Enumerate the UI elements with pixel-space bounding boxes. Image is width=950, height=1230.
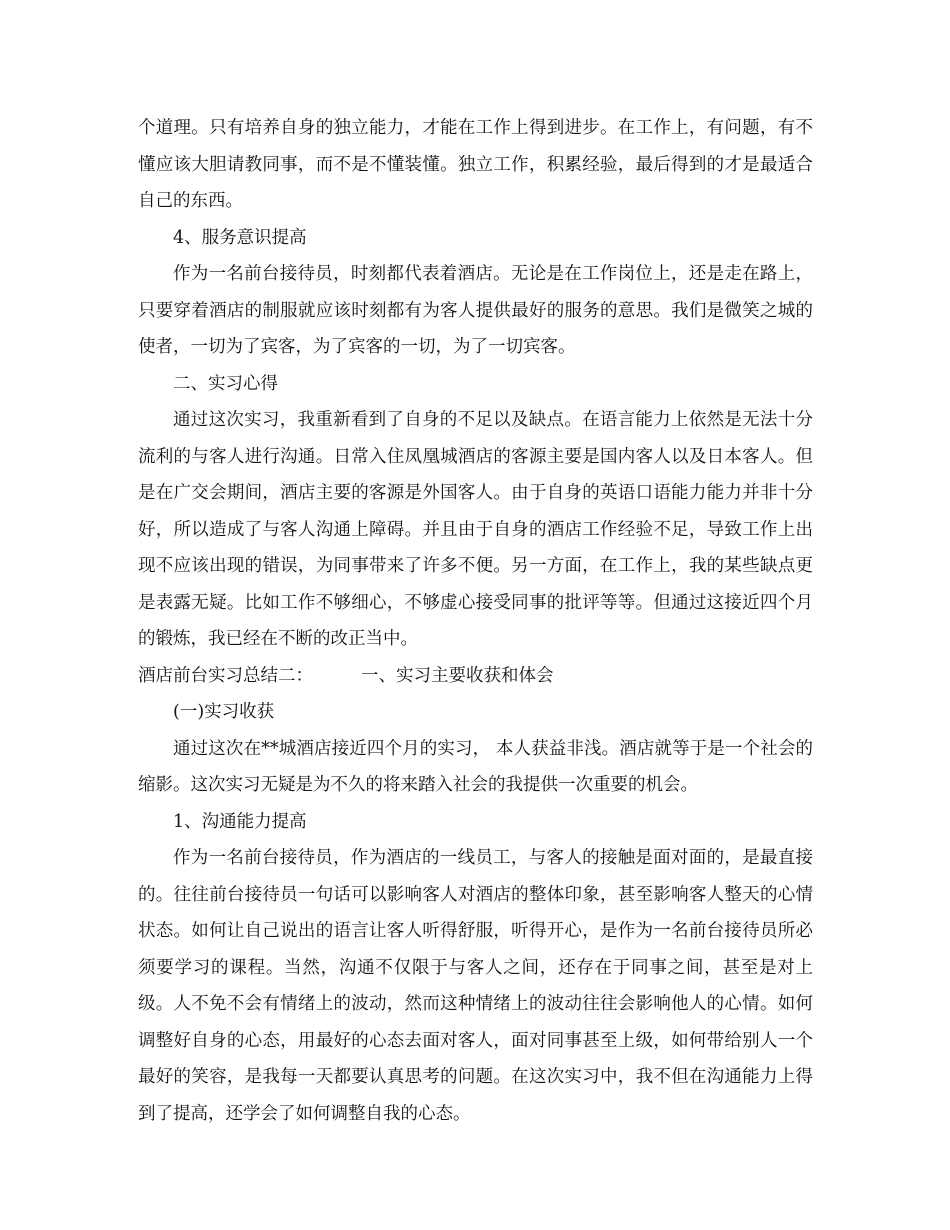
paragraph-internship-reflections: 通过这次实习，我重新看到了自身的不足以及缺点。在语言能力上依然是无法十分流利的与客人进行沟通。日常入住凤凰城酒店的客源主要是国内客人以及日本客人。但是在广交会期间，酒店主要的客源是外国客人。由于自身的英语口语能力能力并非十分好，所以造成了与客人沟通上障碍。并且由于自身的酒店工作经验不足，导致工作上出现不应该出现的错误，为同事带来了许多不便。另一方面，在工作上，我的某些缺点更是表露无疑。比如工作不够细心，不够虚心接受同事的批评等等。但通过这接近四个月的锻炼，我已经在不断的改正当中。: [138, 410, 813, 649]
document-title-line: [138, 658, 813, 695]
subsection-heading-internship-gains: (一)实习收获: [173, 702, 275, 722]
section-heading-service-awareness: 4、服务意识提高: [173, 227, 307, 248]
section-heading-internship-reflections: 二、实习心得: [173, 373, 278, 394]
section-heading-main-gains: 一、实习主要收获和体会: [361, 665, 554, 686]
document-body: [138, 110, 813, 1132]
paragraph-internship-gains: 通过这次在**城酒店接近四个月的实习， 本人获益非浅。酒店就等于是一个社会的缩影。这次实习无疑是为不久的将来踏入社会的我提供一次重要的机会。: [138, 738, 813, 795]
section-heading-communication: 1、沟通能力提高: [173, 811, 307, 832]
document-title: 酒店前台实习总结二：: [138, 665, 313, 686]
paragraph-communication: 作为一名前台接待员，作为酒店的一线员工，与客人的接触是面对面的，是最直接的。往往前台接待员一句话可以影响客人对酒店的整体印象，甚至影响客人整天的心情状态。如何让自己说出的语言让客人听得舒服，听得开心，是作为一名前台接待员所必须要学习的课程。当然，沟通不仅限于与客人之间，还存在于同事之间，甚至是对上级。人不免不会有情绪上的波动，然而这种情绪上的波动往往会影响他人的心情。如何调整好自身的心态，用最好的心态去面对客人，面对同事甚至上级，如何带给别人一个最好的笑容，是我每一天都要认真思考的问题。在这次实习中，我不但在沟通能力上得到了提高，还学会了如何调整自我的心态。: [138, 848, 813, 1124]
paragraph-service-awareness: 作为一名前台接待员，时刻都代表着酒店。无论是在工作岗位上，还是走在路上，只要穿着酒店的制服就应该时刻都有为客人提供最好的服务的意思。我们是微笑之城的使者，一切为了宾客，为了宾客的一切，为了一切宾客。: [138, 264, 813, 357]
paragraph-continuation: 个道理。只有培养自身的独立能力，才能在工作上得到进步。在工作上，有问题，有不懂应该大胆请教同事，而不是不懂装懂。独立工作，积累经验，最后得到的才是最适合自己的东西。: [138, 118, 813, 211]
